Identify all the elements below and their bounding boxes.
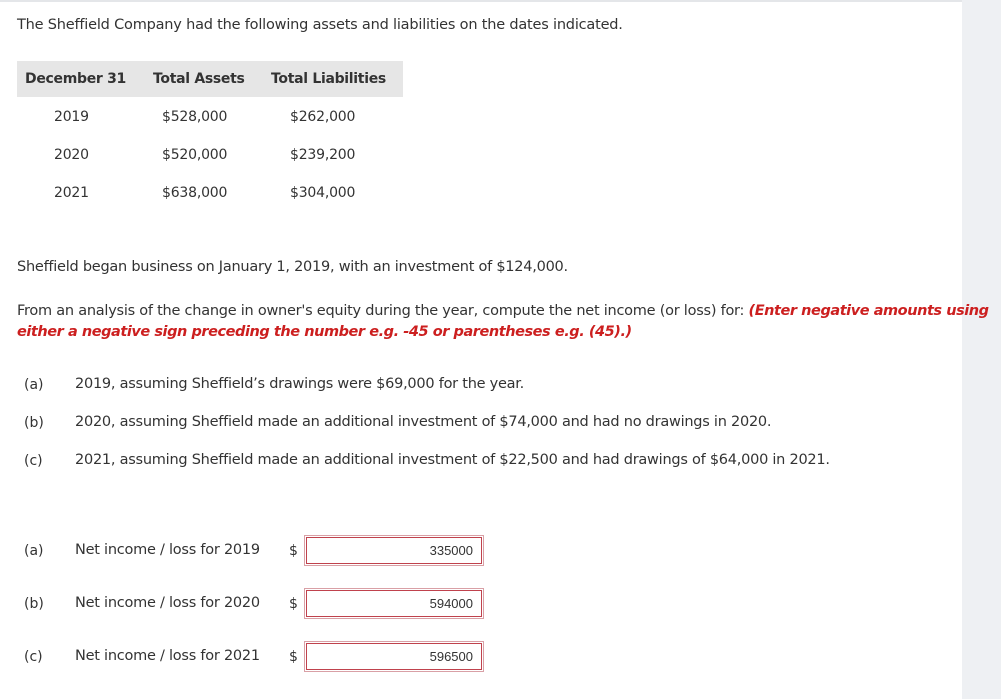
- instruction-note-line1: (Enter negative amounts using: [748, 303, 989, 319]
- business-start-text: Sheffield began business on January 1, 2019, with an investment of $124,000.: [17, 259, 568, 275]
- net-income-2021-input[interactable]: [307, 644, 481, 669]
- instruction-main: From an analysis of the change in owner's equity during the year, compute the net income (or loss) for:: [17, 303, 749, 319]
- answer-b-field-box: [306, 590, 482, 617]
- answer-a-label: Net income / loss for 2019: [75, 542, 260, 558]
- answer-a-currency: $: [289, 543, 298, 559]
- answer-c-label: Net income / loss for 2021: [75, 648, 260, 664]
- answer-c-currency: $: [289, 649, 298, 665]
- row-year: 2019: [54, 109, 89, 125]
- question-b-text: 2020, assuming Sheffield made an additional investment of $74,000 and had no drawings in 2020.: [75, 414, 772, 430]
- answer-b-letter: (b): [24, 596, 44, 612]
- net-income-2020-input[interactable]: [307, 591, 481, 616]
- question-a-text: 2019, assuming Sheffield’s drawings were $69,000 for the year.: [75, 376, 525, 392]
- instruction-note-line2: either a negative sign preceding the number e.g. -45 or parentheses e.g. (45).): [17, 324, 632, 340]
- answer-c-letter: (c): [24, 649, 43, 665]
- top-divider: [0, 0, 962, 2]
- answer-a-letter: (a): [24, 543, 44, 559]
- question-c-text: 2021, assuming Sheffield made an additional investment of $22,500 and had drawings of $64,000 in 2021.: [75, 452, 830, 468]
- answer-c-field-box: [306, 643, 482, 670]
- net-income-2019-input[interactable]: [307, 538, 481, 563]
- answer-a-field-box: [306, 537, 482, 564]
- table-header: [17, 61, 403, 97]
- question-b-letter: (b): [24, 415, 44, 431]
- question-a-letter: (a): [24, 377, 44, 393]
- row-year: 2021: [54, 185, 89, 201]
- right-scroll-region: [962, 0, 1001, 699]
- row-total-assets: $520,000: [162, 147, 228, 163]
- instruction-text: [17, 303, 989, 319]
- question-c-letter: (c): [24, 453, 43, 469]
- header-total-liabilities: Total Liabilities: [271, 71, 386, 87]
- row-total-assets: $528,000: [162, 109, 228, 125]
- row-total-liabilities: $262,000: [290, 109, 356, 125]
- row-year: 2020: [54, 147, 89, 163]
- intro-text: The Sheffield Company had the following assets and liabilities on the dates indicated.: [17, 17, 623, 33]
- row-total-liabilities: $239,200: [290, 147, 356, 163]
- row-total-assets: $638,000: [162, 185, 228, 201]
- answer-b-label: Net income / loss for 2020: [75, 595, 260, 611]
- header-total-assets: Total Assets: [153, 71, 245, 87]
- header-december-31: December 31: [25, 71, 126, 87]
- row-total-liabilities: $304,000: [290, 185, 356, 201]
- answer-b-currency: $: [289, 596, 298, 612]
